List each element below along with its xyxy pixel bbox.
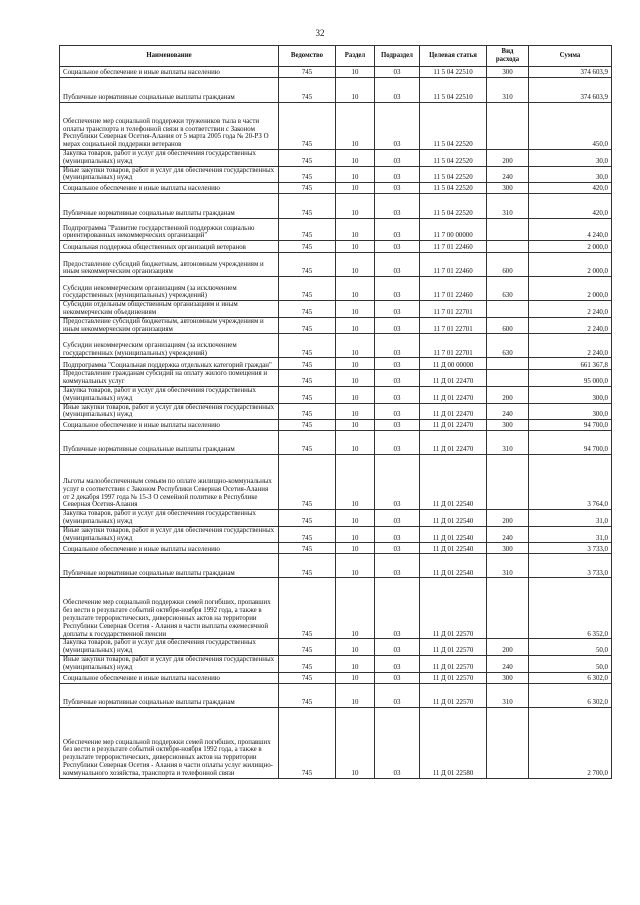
table-row xyxy=(60,150,612,167)
table-row xyxy=(60,301,612,318)
table-cell-sum: 2 240,0 xyxy=(529,317,612,334)
table-cell-sum: 50,0 xyxy=(529,655,612,672)
table-cell-expense-type: 300 xyxy=(487,67,529,78)
table-cell-name: Подпрограмма "Социальная поддержка отдельных категорий граждан" xyxy=(60,358,279,370)
table-cell-section: 10 xyxy=(336,526,375,543)
table-cell-name: Социальное обеспечение и иные выплаты населению xyxy=(60,672,279,683)
table-cell-target: 11 Д 01 22580 xyxy=(420,707,487,778)
table-row xyxy=(60,510,612,527)
table-cell-name: Социальное обеспечение и иные выплаты населению xyxy=(60,420,279,431)
table-cell-dept: 745 xyxy=(279,277,336,301)
table-row xyxy=(60,358,612,370)
table-cell-target: 11 7 01 22701 xyxy=(420,334,487,358)
table-cell-target: 11 Д 01 22570 xyxy=(420,672,487,683)
table-cell-target: 11 5 04 22520 xyxy=(420,103,487,150)
table-cell-target: 11 Д 01 22570 xyxy=(420,578,487,639)
table-cell-section: 10 xyxy=(336,639,375,656)
table-cell-sum: 374 603,9 xyxy=(529,78,612,103)
table-cell-target: 11 5 04 22510 xyxy=(420,78,487,103)
table-cell-section: 10 xyxy=(336,683,375,707)
table-cell-section: 10 xyxy=(336,150,375,167)
table-cell-expense-type xyxy=(487,707,529,778)
table-cell-section: 10 xyxy=(336,253,375,277)
table-cell-dept: 745 xyxy=(279,431,336,455)
table-cell-target: 11 5 04 22510 xyxy=(420,67,487,78)
table-row xyxy=(60,554,612,578)
table-cell-sum: 6 302,0 xyxy=(529,672,612,683)
table-cell-dept: 745 xyxy=(279,183,336,194)
table-cell-section: 10 xyxy=(336,655,375,672)
table-row xyxy=(60,166,612,183)
table-cell-subsection: 03 xyxy=(375,253,420,277)
table-cell-subsection: 03 xyxy=(375,655,420,672)
table-cell-dept: 745 xyxy=(279,166,336,183)
table-cell-name: Иные закупки товаров, работ и услуг для обеспечения государственных (муниципальных) нужд xyxy=(60,403,279,420)
table-cell-section: 10 xyxy=(336,543,375,554)
table-cell-section: 10 xyxy=(336,578,375,639)
table-cell-target: 11 Д 01 22570 xyxy=(420,639,487,656)
table-cell-expense-type: 310 xyxy=(487,194,529,219)
header-target: Целевая статья xyxy=(420,46,487,67)
table-cell-section: 10 xyxy=(336,183,375,194)
table-cell-subsection: 03 xyxy=(375,334,420,358)
table-row xyxy=(60,639,612,656)
table-cell-expense-type xyxy=(487,358,529,370)
table-cell-subsection: 03 xyxy=(375,358,420,370)
table-cell-subsection: 03 xyxy=(375,420,420,431)
table-cell-name: Закупка товаров, работ и услуг для обеспечения государственных (муниципальных) нужд xyxy=(60,639,279,656)
table-row xyxy=(60,543,612,554)
table-cell-subsection: 03 xyxy=(375,317,420,334)
table-cell-sum: 31,0 xyxy=(529,526,612,543)
table-cell-subsection: 03 xyxy=(375,639,420,656)
table-cell-dept: 745 xyxy=(279,554,336,578)
table-cell-dept: 745 xyxy=(279,455,336,510)
table-cell-target: 11 5 04 22520 xyxy=(420,150,487,167)
table-cell-dept: 745 xyxy=(279,253,336,277)
table-cell-expense-type: 240 xyxy=(487,166,529,183)
header-sum: Сумма xyxy=(529,46,612,67)
table-cell-dept: 745 xyxy=(279,358,336,370)
table-cell-section: 10 xyxy=(336,103,375,150)
table-cell-name: Социальное обеспечение и иные выплаты населению xyxy=(60,183,279,194)
table-cell-subsection: 03 xyxy=(375,455,420,510)
table-cell-target: 11 Д 01 22470 xyxy=(420,431,487,455)
table-cell-sum: 50,0 xyxy=(529,639,612,656)
table-row xyxy=(60,277,612,301)
table-cell-subsection: 03 xyxy=(375,301,420,318)
table-cell-sum: 300,0 xyxy=(529,386,612,403)
table-cell-section: 10 xyxy=(336,672,375,683)
table-cell-expense-type: 300 xyxy=(487,672,529,683)
table-row xyxy=(60,370,612,387)
table-cell-sum: 2 000,0 xyxy=(529,277,612,301)
table-cell-dept: 745 xyxy=(279,370,336,387)
table-row xyxy=(60,655,612,672)
table-cell-sum: 3 733,0 xyxy=(529,554,612,578)
table-cell-sum: 2 240,0 xyxy=(529,301,612,318)
table-cell-name: Субсидии некоммерческим организациям (за исключением государственных (муниципальных) учреждений) xyxy=(60,334,279,358)
header-expense-type-line1: Вид xyxy=(501,48,514,56)
table-cell-dept: 745 xyxy=(279,67,336,78)
table-cell-target: 11 5 04 22520 xyxy=(420,194,487,219)
table-cell-subsection: 03 xyxy=(375,277,420,301)
table-cell-sum: 2 700,0 xyxy=(529,707,612,778)
table-cell-name: Подпрограмма "Развитие государственной поддержки социально ориентированных некоммерческих организаций" xyxy=(60,219,279,241)
table-row xyxy=(60,334,612,358)
table-cell-dept: 745 xyxy=(279,403,336,420)
table-cell-section: 10 xyxy=(336,386,375,403)
table-cell-section: 10 xyxy=(336,317,375,334)
table-cell-sum: 300,0 xyxy=(529,403,612,420)
table-row xyxy=(60,431,612,455)
table-cell-section: 10 xyxy=(336,403,375,420)
table-cell-dept: 745 xyxy=(279,334,336,358)
table-cell-expense-type xyxy=(487,103,529,150)
table-cell-subsection: 03 xyxy=(375,403,420,420)
table-cell-target: 11 Д 01 22540 xyxy=(420,543,487,554)
table-cell-subsection: 03 xyxy=(375,672,420,683)
table-cell-dept: 745 xyxy=(279,386,336,403)
table-cell-dept: 745 xyxy=(279,241,336,253)
table-cell-name: Закупка товаров, работ и услуг для обеспечения государственных (муниципальных) нужд xyxy=(60,150,279,167)
table-cell-dept: 745 xyxy=(279,219,336,241)
table-cell-sum: 2 000,0 xyxy=(529,241,612,253)
table-cell-name: Предоставление субсидий бюджетным, автономным учреждениям и иным некоммерческим организациям xyxy=(60,253,279,277)
table-cell-expense-type: 310 xyxy=(487,78,529,103)
table-cell-target: 11 Д 01 22470 xyxy=(420,386,487,403)
table-row xyxy=(60,78,612,103)
table-cell-sum: 31,0 xyxy=(529,510,612,527)
table-row xyxy=(60,253,612,277)
table-row xyxy=(60,578,612,639)
table-row xyxy=(60,241,612,253)
table-cell-name: Закупка товаров, работ и услуг для обеспечения государственных (муниципальных) нужд xyxy=(60,386,279,403)
table-cell-section: 10 xyxy=(336,510,375,527)
table-cell-expense-type: 240 xyxy=(487,655,529,672)
table-cell-section: 10 xyxy=(336,455,375,510)
table-cell-dept: 745 xyxy=(279,194,336,219)
table-cell-sum: 95 000,0 xyxy=(529,370,612,387)
table-cell-sum: 94 700,0 xyxy=(529,431,612,455)
table-cell-target: 11 Д 01 22570 xyxy=(420,683,487,707)
table-cell-sum: 4 240,0 xyxy=(529,219,612,241)
table-cell-subsection: 03 xyxy=(375,150,420,167)
table-cell-expense-type: 200 xyxy=(487,386,529,403)
table-cell-dept: 745 xyxy=(279,526,336,543)
table-cell-name: Иные закупки товаров, работ и услуг для обеспечения государственных (муниципальных) нужд xyxy=(60,655,279,672)
table-cell-sum: 30,0 xyxy=(529,150,612,167)
table-cell-expense-type: 630 xyxy=(487,277,529,301)
table-cell-sum: 374 603,9 xyxy=(529,67,612,78)
table-cell-name: Субсидии отдельным общественным организациям и иным некоммерческим объединениям xyxy=(60,301,279,318)
table-cell-subsection: 03 xyxy=(375,183,420,194)
table-row xyxy=(60,194,612,219)
table-cell-name: Обеспечение мер социальной поддержки тружеников тыла в части оплаты транспорта и телефонной связи в соответствии с Законом Республики Северная Осетия-Алания от 5 марта 2005 года № 20-РЗ О мерах социальной поддержки ветеранов xyxy=(60,103,279,150)
table-cell-name: Обеспечение мер социальной поддержки семей погибших, пропавших без вести в результате событий октября-ноября 1992 года, а также в результате террористических, диверсионных актов на территории Республики Северная Осетия - Алания в части выплаты ежемесячной доплаты к государственной пенсии xyxy=(60,578,279,639)
table-cell-name: Публичные нормативные социальные выплаты гражданам xyxy=(60,431,279,455)
table-cell-name: Льготы малообеспеченным семьям по оплате жилищно-коммунальных услуг в соответствии с Законом Республики Северная Осетия-Алания от 2 декабря 1997 года № 15-З О семейной политике в Республике Северная Осетия-Алания xyxy=(60,455,279,510)
table-cell-sum: 6 352,0 xyxy=(529,578,612,639)
table-cell-expense-type: 240 xyxy=(487,526,529,543)
table-cell-expense-type: 300 xyxy=(487,183,529,194)
table-cell-dept: 745 xyxy=(279,150,336,167)
table-cell-sum: 30,0 xyxy=(529,166,612,183)
table-cell-sum: 94 700,0 xyxy=(529,420,612,431)
table-cell-subsection: 03 xyxy=(375,166,420,183)
table-cell-subsection: 03 xyxy=(375,554,420,578)
table-row xyxy=(60,103,612,150)
table-cell-sum: 661 367,8 xyxy=(529,358,612,370)
table-cell-dept: 745 xyxy=(279,510,336,527)
table-cell-expense-type: 200 xyxy=(487,150,529,167)
table-cell-name: Социальная поддержка общественных организаций ветеранов xyxy=(60,241,279,253)
table-cell-target: 11 Д 01 22470 xyxy=(420,403,487,420)
table-row xyxy=(60,403,612,420)
table-row xyxy=(60,219,612,241)
table-cell-expense-type: 200 xyxy=(487,510,529,527)
table-cell-dept: 745 xyxy=(279,543,336,554)
table-cell-dept: 745 xyxy=(279,672,336,683)
table-cell-name: Публичные нормативные социальные выплаты гражданам xyxy=(60,683,279,707)
table-cell-section: 10 xyxy=(336,194,375,219)
table-row xyxy=(60,67,612,78)
table-cell-section: 10 xyxy=(336,358,375,370)
table-cell-dept: 745 xyxy=(279,103,336,150)
table-row xyxy=(60,183,612,194)
table-cell-section: 10 xyxy=(336,166,375,183)
table-cell-expense-type: 300 xyxy=(487,420,529,431)
table-cell-target: 11 7 01 22460 xyxy=(420,253,487,277)
table-cell-section: 10 xyxy=(336,554,375,578)
table-cell-dept: 745 xyxy=(279,655,336,672)
table-cell-name: Иные закупки товаров, работ и услуг для обеспечения государственных (муниципальных) нужд xyxy=(60,526,279,543)
table-cell-target: 11 Д 01 22540 xyxy=(420,455,487,510)
table-cell-target: 11 Д 01 22540 xyxy=(420,554,487,578)
table-cell-dept: 745 xyxy=(279,317,336,334)
table-cell-target: 11 Д 01 22540 xyxy=(420,510,487,527)
table-cell-name: Предоставление субсидий бюджетным, автономным учреждениям и иным некоммерческим организациям xyxy=(60,317,279,334)
table-cell-name: Предоставление гражданам субсидий на оплату жилого помещения и коммунальных услуг xyxy=(60,370,279,387)
header-name: Наименование xyxy=(60,46,279,67)
table-cell-expense-type: 310 xyxy=(487,683,529,707)
table-cell-target: 11 Д 01 22470 xyxy=(420,370,487,387)
table-cell-section: 10 xyxy=(336,277,375,301)
table-cell-subsection: 03 xyxy=(375,707,420,778)
table-cell-subsection: 03 xyxy=(375,67,420,78)
table-cell-target: 11 7 01 22701 xyxy=(420,301,487,318)
table-cell-dept: 745 xyxy=(279,683,336,707)
table-cell-target: 11 Д 01 22570 xyxy=(420,655,487,672)
table-row xyxy=(60,707,612,778)
table-cell-subsection: 03 xyxy=(375,510,420,527)
table-cell-dept: 745 xyxy=(279,707,336,778)
page-number: 32 xyxy=(315,28,325,38)
table-cell-expense-type xyxy=(487,301,529,318)
table-cell-subsection: 03 xyxy=(375,578,420,639)
table-cell-dept: 745 xyxy=(279,639,336,656)
table-cell-section: 10 xyxy=(336,67,375,78)
table-cell-target: 11 Д 01 22470 xyxy=(420,420,487,431)
table-cell-subsection: 03 xyxy=(375,683,420,707)
table-cell-section: 10 xyxy=(336,370,375,387)
table-cell-subsection: 03 xyxy=(375,526,420,543)
table-cell-target: 11 Д 01 22540 xyxy=(420,526,487,543)
table-cell-dept: 745 xyxy=(279,578,336,639)
table-cell-expense-type xyxy=(487,455,529,510)
table-cell-expense-type: 630 xyxy=(487,334,529,358)
table-cell-section: 10 xyxy=(336,219,375,241)
table-cell-section: 10 xyxy=(336,301,375,318)
header-expense-type xyxy=(487,46,529,67)
table-cell-section: 10 xyxy=(336,78,375,103)
table-cell-expense-type xyxy=(487,370,529,387)
table-cell-name: Публичные нормативные социальные выплаты гражданам xyxy=(60,78,279,103)
table-row xyxy=(60,455,612,510)
table-cell-dept: 745 xyxy=(279,301,336,318)
table-cell-section: 10 xyxy=(336,431,375,455)
table-cell-subsection: 03 xyxy=(375,194,420,219)
table-cell-section: 10 xyxy=(336,334,375,358)
table-cell-subsection: 03 xyxy=(375,103,420,150)
header-subsection: Подраздел xyxy=(375,46,420,67)
table-cell-name: Обеспечение мер социальной поддержки семей погибших, пропавших без вести в результате событий октября-ноября 1992 года, а также в результате террористических, диверсионных актов на территории Республики Северная Осетия - Алания в части оплаты услуг жилищно-коммунального хозяйства, транспорта и телефонной связи xyxy=(60,707,279,778)
table-cell-subsection: 03 xyxy=(375,241,420,253)
table-cell-section: 10 xyxy=(336,241,375,253)
table-cell-expense-type: 310 xyxy=(487,431,529,455)
table-cell-sum: 3 764,0 xyxy=(529,455,612,510)
table-cell-expense-type xyxy=(487,241,529,253)
table-cell-name: Социальное обеспечение и иные выплаты населению xyxy=(60,67,279,78)
table-cell-expense-type: 600 xyxy=(487,253,529,277)
table-cell-expense-type: 310 xyxy=(487,554,529,578)
table-cell-sum: 2 240,0 xyxy=(529,334,612,358)
table-cell-subsection: 03 xyxy=(375,543,420,554)
table-row xyxy=(60,420,612,431)
table-cell-section: 10 xyxy=(336,707,375,778)
table-cell-sum: 6 302,0 xyxy=(529,683,612,707)
table-cell-sum: 450,0 xyxy=(529,103,612,150)
table-cell-expense-type: 300 xyxy=(487,543,529,554)
header-expense-type-line2: расхода xyxy=(495,56,520,63)
table-cell-target: 11 5 04 22520 xyxy=(420,166,487,183)
table-body xyxy=(60,67,612,779)
table-cell-subsection: 03 xyxy=(375,219,420,241)
table-cell-expense-type xyxy=(487,219,529,241)
table-header-row xyxy=(60,46,612,67)
table-cell-target: 11 7 01 22701 xyxy=(420,317,487,334)
table-cell-sum: 2 000,0 xyxy=(529,253,612,277)
table-cell-name: Закупка товаров, работ и услуг для обеспечения государственных (муниципальных) нужд xyxy=(60,510,279,527)
table-cell-name: Иные закупки товаров, работ и услуг для обеспечения государственных (муниципальных) нужд xyxy=(60,166,279,183)
table-cell-sum: 3 733,0 xyxy=(529,543,612,554)
budget-table xyxy=(59,45,612,779)
table-cell-subsection: 03 xyxy=(375,431,420,455)
table-cell-expense-type: 600 xyxy=(487,317,529,334)
table-row xyxy=(60,526,612,543)
table-row xyxy=(60,683,612,707)
table-cell-dept: 745 xyxy=(279,420,336,431)
header-section: Раздел xyxy=(336,46,375,67)
table-cell-subsection: 03 xyxy=(375,386,420,403)
table-cell-subsection: 03 xyxy=(375,78,420,103)
table-cell-target: 11 5 04 22520 xyxy=(420,183,487,194)
table-row xyxy=(60,672,612,683)
table-cell-name: Публичные нормативные социальные выплаты гражданам xyxy=(60,194,279,219)
table-cell-sum: 420,0 xyxy=(529,183,612,194)
table-cell-section: 10 xyxy=(336,420,375,431)
table-cell-name: Социальное обеспечение и иные выплаты населению xyxy=(60,543,279,554)
table-cell-target: 11 Д 00 00000 xyxy=(420,358,487,370)
table-row xyxy=(60,317,612,334)
table-cell-expense-type: 200 xyxy=(487,639,529,656)
table-cell-expense-type: 240 xyxy=(487,403,529,420)
table-cell-target: 11 7 01 22460 xyxy=(420,277,487,301)
table-cell-expense-type xyxy=(487,578,529,639)
table-cell-sum: 420,0 xyxy=(529,194,612,219)
table-cell-name: Субсидии некоммерческим организациям (за исключением государственных (муниципальных) учреждений) xyxy=(60,277,279,301)
table-cell-name: Публичные нормативные социальные выплаты гражданам xyxy=(60,554,279,578)
table-cell-subsection: 03 xyxy=(375,370,420,387)
header-dept: Ведомство xyxy=(279,46,336,67)
table-cell-target: 11 7 00 00000 xyxy=(420,219,487,241)
table-row xyxy=(60,386,612,403)
table-cell-target: 11 7 01 22460 xyxy=(420,241,487,253)
table-cell-dept: 745 xyxy=(279,78,336,103)
